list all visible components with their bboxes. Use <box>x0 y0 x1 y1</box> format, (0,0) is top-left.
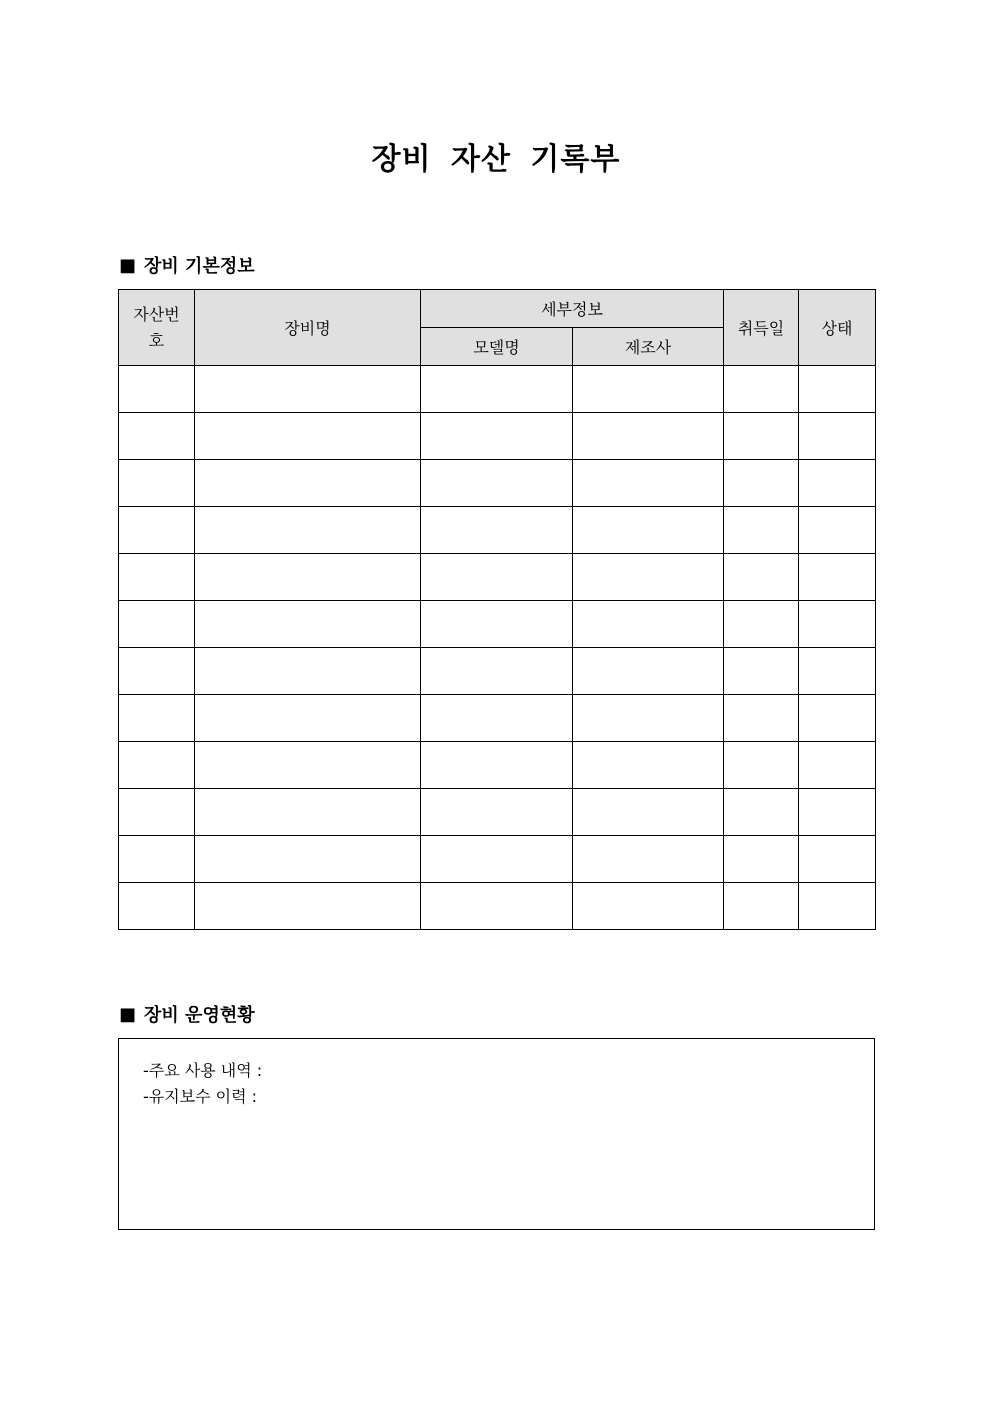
equipment-name-cell[interactable] <box>195 366 421 413</box>
status-cell[interactable] <box>799 507 876 554</box>
asset-number-cell[interactable] <box>119 648 195 695</box>
model-name-cell[interactable] <box>421 601 573 648</box>
table-row <box>119 883 876 930</box>
equipment-name-cell[interactable] <box>195 413 421 460</box>
manufacturer-cell[interactable] <box>573 413 724 460</box>
maintenance-history-line: -유지보수 이력 : <box>143 1087 258 1106</box>
status-cell[interactable] <box>799 789 876 836</box>
acquisition-date-cell[interactable] <box>724 789 799 836</box>
acquisition-date-cell[interactable] <box>724 695 799 742</box>
header-model-name: 모델명 <box>421 328 573 366</box>
model-name-cell[interactable] <box>421 883 573 930</box>
asset-number-cell[interactable] <box>119 507 195 554</box>
manufacturer-cell[interactable] <box>573 601 724 648</box>
status-cell[interactable] <box>799 366 876 413</box>
manufacturer-cell[interactable] <box>573 366 724 413</box>
equipment-name-cell[interactable] <box>195 507 421 554</box>
square-bullet-icon: ■ <box>119 254 137 276</box>
model-name-cell[interactable] <box>421 554 573 601</box>
asset-number-cell[interactable] <box>119 789 195 836</box>
asset-number-cell[interactable] <box>119 883 195 930</box>
model-name-cell[interactable] <box>421 742 573 789</box>
table-row <box>119 789 876 836</box>
header-acquisition-date: 취득일 <box>724 290 799 366</box>
section-operations-label: 장비 운영현황 <box>144 1005 255 1026</box>
operations-status-box[interactable] <box>118 1038 875 1230</box>
model-name-cell[interactable] <box>421 836 573 883</box>
manufacturer-cell[interactable] <box>573 836 724 883</box>
model-name-cell[interactable] <box>421 507 573 554</box>
status-cell[interactable] <box>799 460 876 507</box>
status-cell[interactable] <box>799 554 876 601</box>
table-row <box>119 366 876 413</box>
table-row <box>119 460 876 507</box>
status-cell[interactable] <box>799 836 876 883</box>
asset-number-cell[interactable] <box>119 836 195 883</box>
model-name-cell[interactable] <box>421 789 573 836</box>
asset-number-cell[interactable] <box>119 413 195 460</box>
model-name-cell[interactable] <box>421 413 573 460</box>
table-row <box>119 507 876 554</box>
section-operations-heading <box>119 1001 255 1027</box>
equipment-name-cell[interactable] <box>195 695 421 742</box>
manufacturer-cell[interactable] <box>573 883 724 930</box>
acquisition-date-cell[interactable] <box>724 648 799 695</box>
acquisition-date-cell[interactable] <box>724 836 799 883</box>
equipment-basic-info-table <box>118 289 876 930</box>
status-cell[interactable] <box>799 883 876 930</box>
equipment-name-cell[interactable] <box>195 836 421 883</box>
model-name-cell[interactable] <box>421 695 573 742</box>
manufacturer-cell[interactable] <box>573 554 724 601</box>
status-cell[interactable] <box>799 601 876 648</box>
status-cell[interactable] <box>799 742 876 789</box>
equipment-name-cell[interactable] <box>195 789 421 836</box>
section-basic-info-label: 장비 기본정보 <box>144 256 255 277</box>
table-row <box>119 836 876 883</box>
acquisition-date-cell[interactable] <box>724 883 799 930</box>
acquisition-date-cell[interactable] <box>724 366 799 413</box>
header-status: 상태 <box>799 290 876 366</box>
acquisition-date-cell[interactable] <box>724 601 799 648</box>
asset-number-cell[interactable] <box>119 742 195 789</box>
usage-history-line: -주요 사용 내역 : <box>143 1061 263 1080</box>
manufacturer-cell[interactable] <box>573 460 724 507</box>
asset-number-cell[interactable] <box>119 366 195 413</box>
acquisition-date-cell[interactable] <box>724 507 799 554</box>
table-row <box>119 554 876 601</box>
equipment-name-cell[interactable] <box>195 601 421 648</box>
manufacturer-cell[interactable] <box>573 648 724 695</box>
header-asset-number-label: 자산번 호 <box>133 304 180 350</box>
document-title: 장비 자산 기록부 <box>371 142 621 177</box>
table-row <box>119 695 876 742</box>
equipment-name-cell[interactable] <box>195 742 421 789</box>
manufacturer-cell[interactable] <box>573 789 724 836</box>
header-manufacturer: 제조사 <box>573 328 724 366</box>
table-row <box>119 648 876 695</box>
manufacturer-cell[interactable] <box>573 742 724 789</box>
manufacturer-cell[interactable] <box>573 695 724 742</box>
equipment-name-cell[interactable] <box>195 883 421 930</box>
table-row <box>119 413 876 460</box>
asset-number-cell[interactable] <box>119 695 195 742</box>
status-cell[interactable] <box>799 695 876 742</box>
manufacturer-cell[interactable] <box>573 507 724 554</box>
acquisition-date-cell[interactable] <box>724 413 799 460</box>
header-asset-number <box>119 290 195 366</box>
header-detail-info: 세부정보 <box>421 290 724 328</box>
asset-number-cell[interactable] <box>119 601 195 648</box>
model-name-cell[interactable] <box>421 460 573 507</box>
status-cell[interactable] <box>799 648 876 695</box>
header-equipment-name: 장비명 <box>195 290 421 366</box>
equipment-name-cell[interactable] <box>195 460 421 507</box>
equipment-name-cell[interactable] <box>195 648 421 695</box>
acquisition-date-cell[interactable] <box>724 460 799 507</box>
model-name-cell[interactable] <box>421 366 573 413</box>
table-row <box>119 742 876 789</box>
acquisition-date-cell[interactable] <box>724 742 799 789</box>
equipment-name-cell[interactable] <box>195 554 421 601</box>
asset-number-cell[interactable] <box>119 554 195 601</box>
square-bullet-icon: ■ <box>119 1003 137 1025</box>
model-name-cell[interactable] <box>421 648 573 695</box>
asset-number-cell[interactable] <box>119 460 195 507</box>
status-cell[interactable] <box>799 413 876 460</box>
table-row <box>119 601 876 648</box>
acquisition-date-cell[interactable] <box>724 554 799 601</box>
section-basic-info-heading <box>119 252 255 278</box>
